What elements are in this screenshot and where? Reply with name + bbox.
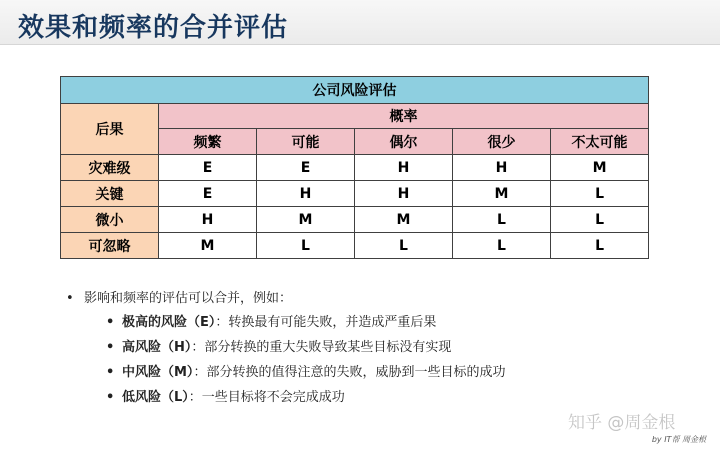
risk-cell: M bbox=[355, 207, 453, 233]
risk-cell: H bbox=[453, 155, 551, 181]
bullet-item bbox=[66, 339, 666, 364]
risk-term: 高风险（H） bbox=[122, 340, 192, 355]
risk-cell: L bbox=[551, 181, 649, 207]
risk-cell: L bbox=[453, 233, 551, 259]
risk-cell: M bbox=[551, 155, 649, 181]
risk-cell: L bbox=[355, 233, 453, 259]
table-row bbox=[61, 155, 649, 181]
frequency-header: 很少 bbox=[453, 129, 551, 155]
risk-description: ：部分转换的值得注意的失败，威胁到一些目标的成功 bbox=[193, 365, 506, 380]
risk-cell: L bbox=[551, 207, 649, 233]
risk-cell: H bbox=[257, 181, 355, 207]
intro-text: 影响和频率的评估可以合并，例如： bbox=[84, 291, 293, 306]
risk-cell: E bbox=[257, 155, 355, 181]
bullet-item bbox=[66, 314, 666, 339]
bullet-intro bbox=[66, 290, 666, 314]
risk-cell: M bbox=[257, 207, 355, 233]
table-row bbox=[61, 181, 649, 207]
bullet-dot-icon: • bbox=[106, 315, 115, 330]
table-title: 公司风险评估 bbox=[61, 77, 649, 104]
frequency-header: 可能 bbox=[257, 129, 355, 155]
byline: by IT帮 周金根 bbox=[651, 435, 706, 444]
row-label: 微小 bbox=[61, 207, 159, 233]
bullet-dot-icon: • bbox=[106, 340, 115, 355]
risk-cell: M bbox=[453, 181, 551, 207]
risk-cell: H bbox=[159, 207, 257, 233]
risk-description: ：部分转换的重大失败导致某些目标没有实现 bbox=[191, 340, 452, 355]
bullet-dot-icon: • bbox=[106, 390, 115, 405]
risk-term: 中风险（M） bbox=[122, 365, 194, 380]
title-bar bbox=[0, 0, 720, 45]
table-row bbox=[61, 233, 649, 259]
bullet-list bbox=[66, 290, 666, 414]
risk-term: 低风险（L） bbox=[122, 390, 189, 405]
watermark: 知乎 @周金根 bbox=[568, 413, 676, 433]
slide-title: 效果和频率的合并评估 bbox=[18, 13, 289, 43]
frequency-header: 频繁 bbox=[159, 129, 257, 155]
probability-header: 概率 bbox=[159, 104, 649, 129]
risk-cell: L bbox=[551, 233, 649, 259]
row-label: 可忽略 bbox=[61, 233, 159, 259]
risk-description: ：转换最有可能失败，并造成严重后果 bbox=[215, 315, 437, 330]
risk-cell: H bbox=[355, 181, 453, 207]
frequency-header: 不太可能 bbox=[551, 129, 649, 155]
bullet-dot-icon: • bbox=[106, 365, 115, 380]
bullet-item bbox=[66, 364, 666, 389]
risk-term: 极高的风险（E） bbox=[122, 315, 216, 330]
table-row bbox=[61, 207, 649, 233]
row-label: 关键 bbox=[61, 181, 159, 207]
risk-cell: L bbox=[453, 207, 551, 233]
frequency-header: 偶尔 bbox=[355, 129, 453, 155]
risk-matrix-table bbox=[60, 76, 649, 259]
bullet-dot-icon: • bbox=[66, 291, 74, 306]
consequence-header: 后果 bbox=[61, 104, 159, 155]
row-label: 灾难级 bbox=[61, 155, 159, 181]
risk-description: ：一些目标将不会完成成功 bbox=[188, 390, 345, 405]
risk-cell: L bbox=[257, 233, 355, 259]
risk-cell: E bbox=[159, 155, 257, 181]
risk-cell: H bbox=[355, 155, 453, 181]
risk-cell: M bbox=[159, 233, 257, 259]
risk-cell: E bbox=[159, 181, 257, 207]
